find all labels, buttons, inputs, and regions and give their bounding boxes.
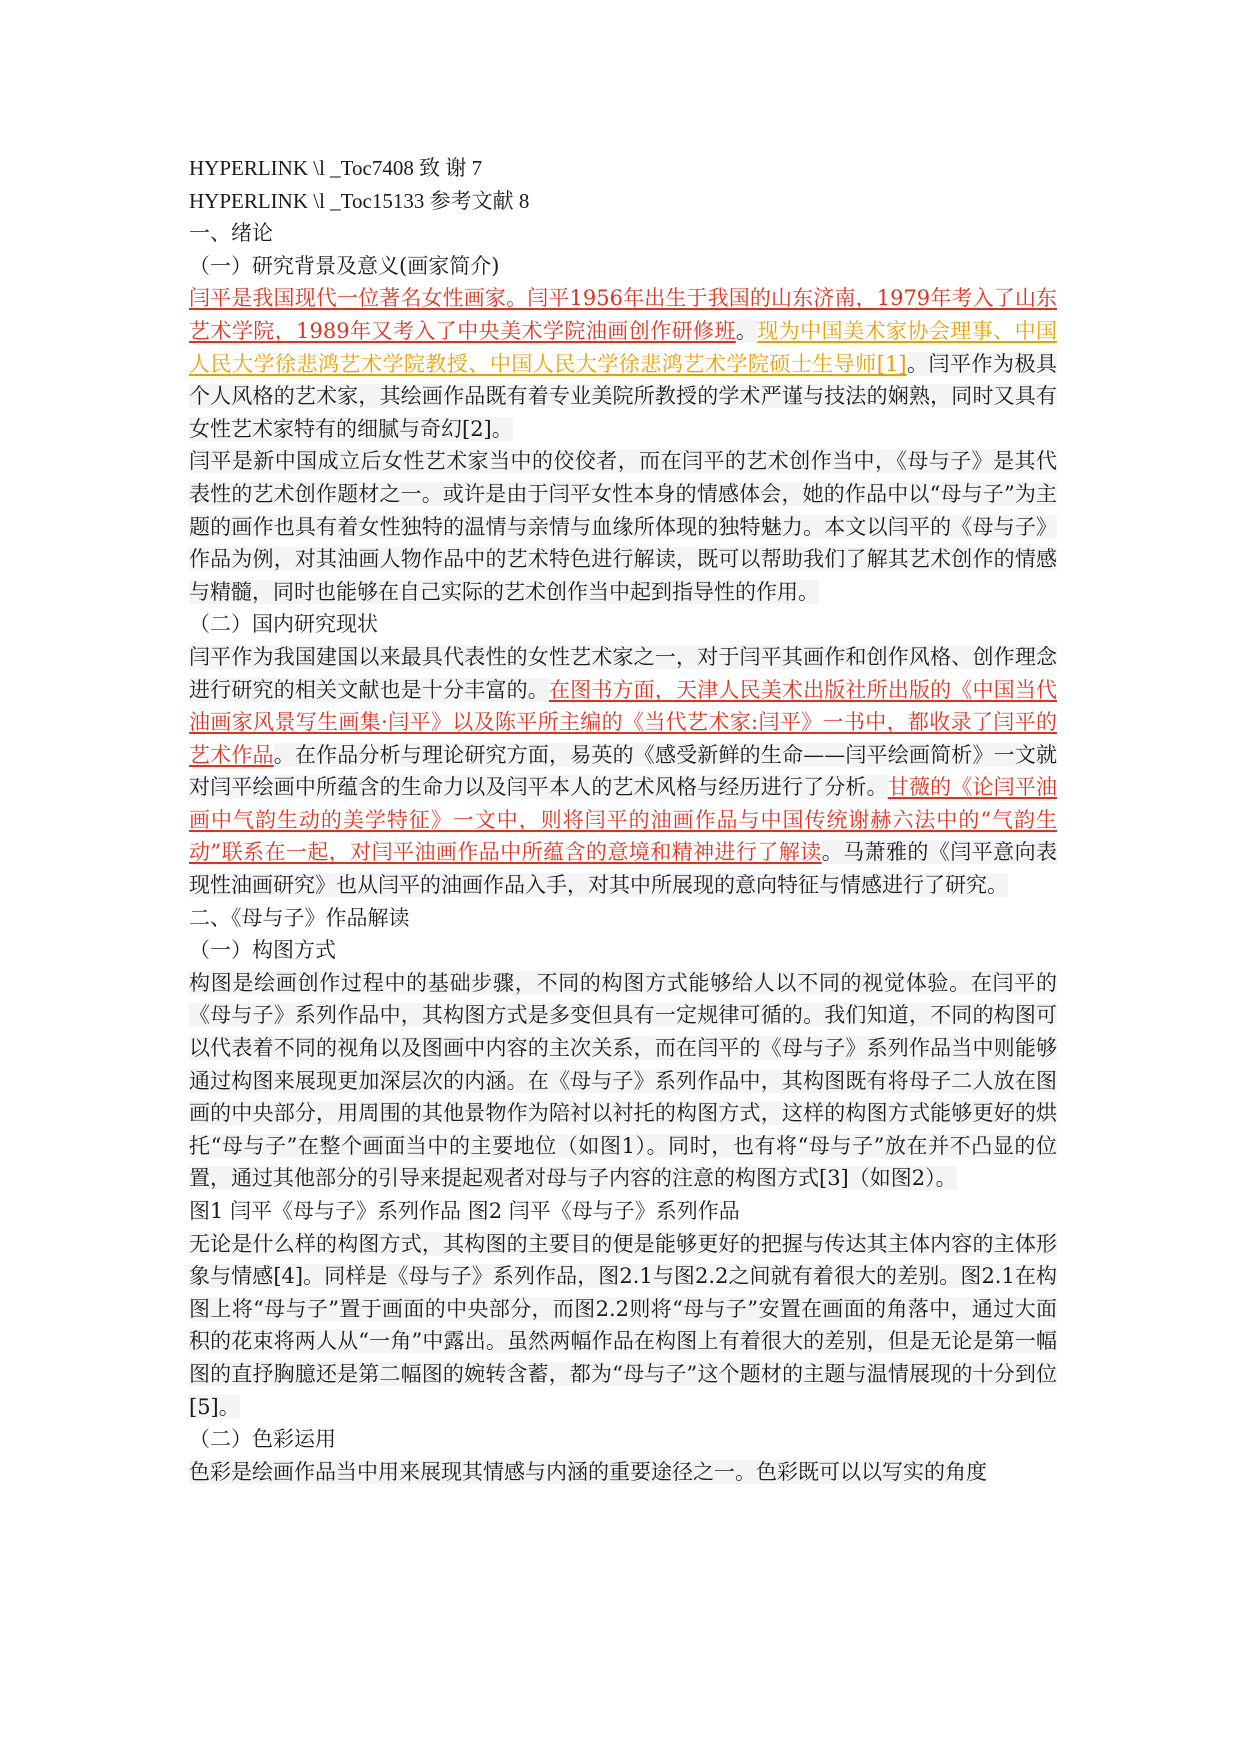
document-body xyxy=(189,152,1057,1488)
highlighted-text-red: 在图书方面，天津人民美术出版社所出版的《中国当代油画家风景写生画集·闫平》以及陈平所主编的《当代艺术家:闫平》一书中，都收录了闫平的艺术作品 xyxy=(189,677,1058,767)
subheading-composition: （一）构图方式 xyxy=(189,938,336,963)
subheading-color-use: （二）色彩运用 xyxy=(189,1427,336,1452)
highlighted-text-red: 甘薇的《论闫平油画中气韵生动的美学特征》一文中，则将闫平的油画作品与中国传统谢赫六法中的“气韵生动”联系在一起，对闫平油画作品中所蕴含的意境和精神进行了解读 xyxy=(189,775,1058,865)
paragraph-composition-comparison xyxy=(189,1228,1057,1424)
paragraph-text: 。马萧雅的《闫平意向表现性油画研究》也从闫平的油画作品入手，对其中所展现的意向特征与情感进行了研究。 xyxy=(189,840,1058,898)
toc-entry-acknowledgements[interactable] xyxy=(189,152,1057,185)
toc-title: 致 谢 xyxy=(419,156,467,180)
toc-entry-references[interactable] xyxy=(189,185,1057,218)
highlighted-text-orange: 现为中国美术家协会理事、中国人民大学徐悲鸿艺术学院教授、中国人民大学徐悲鸿艺术学院硕士生导师[1] xyxy=(189,318,1058,376)
paragraph-text: 色彩是绘画作品当中用来展现其情感与内涵的重要途径之一。色彩既可以以写实的角度 xyxy=(189,1459,987,1484)
toc-field-code: HYPERLINK \l _Toc7408 xyxy=(189,156,414,180)
toc-title: 参考文献 xyxy=(429,188,514,213)
paragraph-text: 无论是什么样的构图方式，其构图的主要目的便是能够更好的把握与传达其主体内容的主体形象与情感[4]。同样是《母与子》系列作品，图2.1与图2.2之间就有着很大的差别。图2.1在构图上将“母与子”置于画面的中央部分，而图2.2则将“母与子”安置在画面的角落中，通过大面积的花束将两人从“一角”中露出。虽然两幅作品在构图上有着很大的差别，但是无论是第一幅图的直抒胸臆还是第二幅图的婉转含蓄，都为“母与子”这个题材的主题与温情展现的十分到位[5]。 xyxy=(189,1231,1057,1419)
paragraph-artist-intro xyxy=(189,282,1057,445)
paragraph-text: 。 xyxy=(735,318,758,343)
paragraph-literature-review xyxy=(189,641,1057,902)
highlighted-text-red: 闫平是我国现代一位著名女性画家。闫平1956年出生于我国的山东济南，1979年考入了山东艺术学院，1989年又考入了中央美术学院油画创作研修班 xyxy=(189,286,1057,343)
subheading-domestic-research: （二）国内研究现状 xyxy=(189,612,378,637)
paragraph-text: 闫平作为我国建国以来最具代表性的女性艺术家之一，对于闫平其画作和创作风格、创作理念进行研究的相关文献也是十分丰富的。 xyxy=(189,644,1057,702)
toc-page-number: 8 xyxy=(518,188,530,213)
paragraph-text: 。在作品分析与理论研究方面，易英的《感受新鲜的生命——闫平绘画简析》一文就对闫平绘画中所蕴含的生命力以及闫平本人的艺术风格与经历进行了分析。 xyxy=(189,742,1057,800)
paragraph-mother-and-child-theme xyxy=(189,445,1057,608)
paragraph-text: 。闫平作为极具个人风格的艺术家，其绘画作品既有着专业美院所教授的学术严谨与技法的娴熟，同时又具有女性艺术家特有的细腻与奇幻[2]。 xyxy=(189,351,1058,441)
figure-caption: 图1 闫平《母与子》系列作品 图2 闫平《母与子》系列作品 xyxy=(189,1199,740,1223)
subheading-research-background: （一）研究背景及意义(画家简介) xyxy=(189,253,500,278)
paragraph-composition xyxy=(189,967,1057,1195)
section-heading-introduction: 一、绪论 xyxy=(189,221,273,246)
section-heading-work-analysis: 二、《母与子》作品解读 xyxy=(189,905,410,930)
toc-page-number: 7 xyxy=(471,156,483,180)
toc-field-code: HYPERLINK \l _Toc15133 xyxy=(189,188,425,213)
paragraph-text: 闫平是新中国成立后女性艺术家当中的佼佼者，而在闫平的艺术创作当中，《母与子》是其代表性的艺术创作题材之一。或许是由于闫平女性本身的情感体会，她的作品中以“母与子”为主题的画作也具有着女性独特的温情与亲情与血缘所体现的独特魅力。本文以闫平的《母与子》作品为例，对其油画人物作品中的艺术特色进行解读，既可以帮助我们了解其艺术创作的情感与精髓，同时也能够在自己实际的艺术创作当中起到指导性的作用。 xyxy=(189,449,1057,604)
paragraph-color xyxy=(189,1456,1057,1489)
paragraph-text: 构图是绘画创作过程中的基础步骤，不同的构图方式能够给人以不同的视觉体验。在闫平的《母与子》系列作品中，其构图方式是多变但具有一定规律可循的。我们知道，不同的构图可以代表着不同的视角以及图画中内容的主次关系，而在闫平的《母与子》系列作品当中则能够通过构图来展现更加深层次的内涵。在《母与子》系列作品中，其构图既有将母子二人放在图画的中央部分，用周围的其他景物作为陪衬以衬托的构图方式，这样的构图方式能够更好的烘托“母与子”在整个画面当中的主要地位（如图1）。同时，也有将“母与子”放在并不凸显的位置，通过其他部分的引导来提起观者对母与子内容的注意的构图方式[3]（如图2）。 xyxy=(189,970,1057,1191)
